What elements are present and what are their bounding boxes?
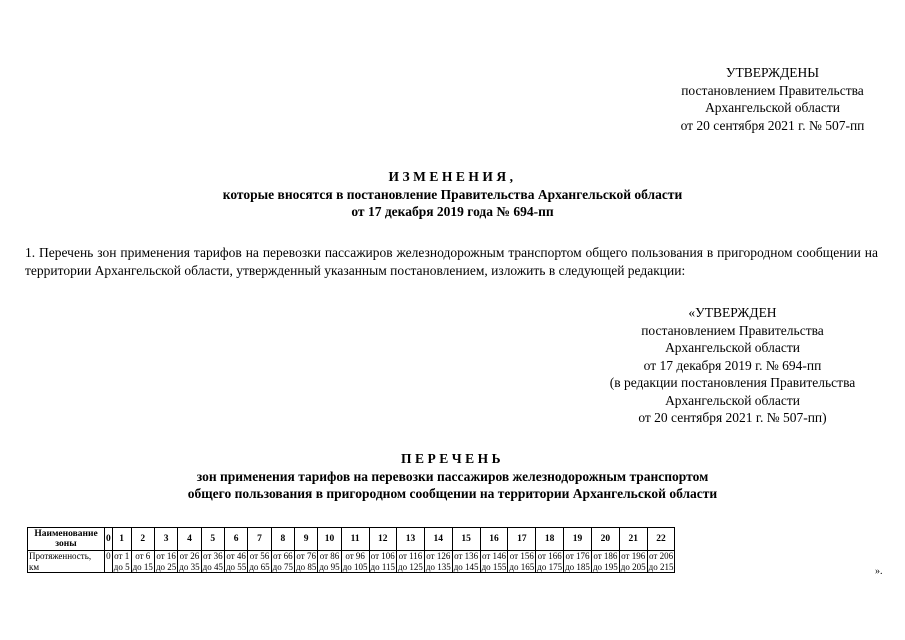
distance-to xyxy=(106,562,111,573)
distance-to: до 185 xyxy=(565,561,590,572)
changes-heading: ИЗМЕНЕНИЯ, xyxy=(388,169,517,184)
closing-quote: ». xyxy=(875,566,883,577)
distance-to: до 195 xyxy=(592,561,618,572)
distance-from: от 76 xyxy=(296,551,316,561)
zone-number-cell: 8 xyxy=(271,528,294,551)
distance-from: от 196 xyxy=(621,551,646,561)
zone-distance-cell xyxy=(369,551,397,573)
distance-from: от 96 xyxy=(345,551,365,561)
paragraph-1: 1. Перечень зон применения тарифов на перевозки пассажиров железнодорожным транспортом общего пользования в пригородном сообщении на территории Архангельской области, утвержденный указанным постановлением, изложить в следующей редакции: xyxy=(25,245,878,278)
zone-distance-cell xyxy=(105,551,113,573)
zone-number-cell: 17 xyxy=(508,528,536,551)
inner-approval-line: от 17 декабря 2019 г. № 694-пп xyxy=(643,357,822,373)
distance-from: от 146 xyxy=(481,551,507,561)
distance-from: от 186 xyxy=(593,551,618,561)
list-heading: ПЕРЕЧЕНЬ xyxy=(400,451,505,466)
distance-to: до 85 xyxy=(296,561,317,572)
zone-number-cell: 12 xyxy=(369,528,397,551)
zone-name-label: Наименование зоны xyxy=(28,528,105,551)
zone-number-cell: 11 xyxy=(341,528,369,551)
zone-number-cell: 18 xyxy=(536,528,564,551)
zone-distance-cell xyxy=(452,551,480,573)
distance-from: от 6 xyxy=(135,551,151,561)
zone-number-cell: 6 xyxy=(224,528,247,551)
approval-line: постановлением Правительства xyxy=(681,82,864,98)
zone-distance-cell xyxy=(647,551,675,573)
zone-distance-cell xyxy=(424,551,452,573)
zone-distance-cell xyxy=(248,551,271,573)
zone-distance-cell xyxy=(224,551,247,573)
approval-stamp xyxy=(640,64,905,134)
zone-number-cell: 16 xyxy=(480,528,508,551)
zone-number-cell: 0 xyxy=(105,528,113,551)
approval-line: от 20 сентября 2021 г. № 507-пп xyxy=(680,117,865,133)
list-subtitle-line: общего пользования в пригородном сообщении на территории Архангельской области xyxy=(187,486,718,501)
zone-number-cell: 5 xyxy=(201,528,224,551)
distance-from: от 176 xyxy=(565,551,590,561)
distance-from: от 126 xyxy=(426,551,451,561)
distance-from: от 56 xyxy=(249,551,270,561)
zone-number-cell: 15 xyxy=(452,528,480,551)
zone-distance-cell xyxy=(397,551,425,573)
zone-distance-cell xyxy=(131,551,154,573)
zone-number-cell: 19 xyxy=(564,528,592,551)
inner-approval-line: Архангельской области xyxy=(665,392,800,408)
distance-to: до 115 xyxy=(370,561,396,572)
list-title xyxy=(0,450,905,503)
inner-approval-line: постановлением Правительства xyxy=(641,322,824,338)
distance-to: до 5 xyxy=(113,561,130,572)
zone-distance-cell xyxy=(154,551,177,573)
distance-label: Протяженность, км xyxy=(28,551,105,573)
zone-distance-cell xyxy=(112,551,131,573)
inner-approval-line: от 20 сентября 2021 г. № 507-пп) xyxy=(638,410,827,425)
distance-to: до 215 xyxy=(648,561,674,572)
distance-from: от 46 xyxy=(226,551,246,561)
inner-approval-line: Архангельской области xyxy=(665,340,800,355)
inner-approval-line: «УТВЕРЖДЕН xyxy=(688,305,777,320)
distance-to: до 45 xyxy=(202,561,223,572)
zone-distance-row xyxy=(28,551,675,573)
distance-from: от 166 xyxy=(537,551,562,561)
zone-distance-cell xyxy=(201,551,224,573)
distance-to: до 205 xyxy=(620,561,646,572)
zone-number-cell: 13 xyxy=(397,528,425,551)
distance-from: от 156 xyxy=(509,551,534,561)
list-subtitle-line: зон применения тарифов на перевозки пассажиров железнодорожным транспортом xyxy=(196,468,709,484)
zones-table xyxy=(27,527,675,573)
distance-to: до 125 xyxy=(398,561,423,572)
zone-number-cell: 10 xyxy=(318,528,341,551)
zone-distance-cell xyxy=(271,551,294,573)
distance-to: до 25 xyxy=(155,561,177,572)
zone-number-cell: 2 xyxy=(131,528,154,551)
distance-from: от 116 xyxy=(398,551,423,561)
changes-title xyxy=(0,168,905,221)
distance-from: от 26 xyxy=(179,551,200,561)
changes-subtitle-line: которые вносятся в постановление Правительства Архангельской области xyxy=(222,186,683,202)
zone-distance-cell xyxy=(508,551,536,573)
distance-to: до 55 xyxy=(225,561,247,572)
distance-from: от 16 xyxy=(156,551,176,561)
zone-distance-cell xyxy=(564,551,592,573)
distance-to: до 145 xyxy=(453,561,479,572)
zone-number-cell: 7 xyxy=(248,528,271,551)
zone-number-cell: 4 xyxy=(178,528,201,551)
distance-to: до 95 xyxy=(319,561,340,572)
zone-number-cell: 21 xyxy=(619,528,647,551)
zone-distance-cell xyxy=(178,551,201,573)
zone-distance-cell xyxy=(619,551,647,573)
zone-distance-cell xyxy=(591,551,619,573)
distance-to: до 75 xyxy=(272,561,293,572)
inner-approval-line: (в редакции постановления Правительства xyxy=(609,375,856,390)
distance-to: до 105 xyxy=(342,561,368,572)
distance-from: от 206 xyxy=(649,551,674,561)
zone-distance-cell xyxy=(318,551,341,573)
zone-distance-cell xyxy=(536,551,564,573)
zone-number-cell: 22 xyxy=(647,528,675,551)
inner-approval-stamp xyxy=(560,304,905,427)
approval-line: Архангельской области xyxy=(705,100,840,115)
distance-to: до 65 xyxy=(249,561,270,572)
distance-to: до 155 xyxy=(481,561,507,572)
zone-number-cell: 9 xyxy=(295,528,318,551)
zone-number-cell: 1 xyxy=(112,528,131,551)
approval-line: УТВЕРЖДЕНЫ xyxy=(725,65,820,80)
changes-subtitle-line: от 17 декабря 2019 года № 694-пп xyxy=(351,204,554,219)
distance-from: от 36 xyxy=(203,551,223,561)
distance-from: от 66 xyxy=(273,551,293,561)
distance-from: от 136 xyxy=(454,551,479,561)
distance-to: до 135 xyxy=(425,561,451,572)
zone-distance-cell xyxy=(341,551,369,573)
zone-number-cell: 3 xyxy=(154,528,177,551)
zone-number-cell: 14 xyxy=(424,528,452,551)
zone-distance-cell xyxy=(480,551,508,573)
distance-from: 0 xyxy=(106,551,111,561)
zone-names-row xyxy=(28,528,675,551)
zone-number-cell: 20 xyxy=(591,528,619,551)
distance-from: от 1 xyxy=(114,551,130,561)
distance-to: до 165 xyxy=(509,561,535,572)
distance-to: до 175 xyxy=(537,561,563,572)
distance-from: от 106 xyxy=(370,551,395,561)
distance-to: до 15 xyxy=(132,561,153,572)
zone-distance-cell xyxy=(295,551,318,573)
distance-to: до 35 xyxy=(179,561,200,572)
distance-from: от 86 xyxy=(319,551,340,561)
